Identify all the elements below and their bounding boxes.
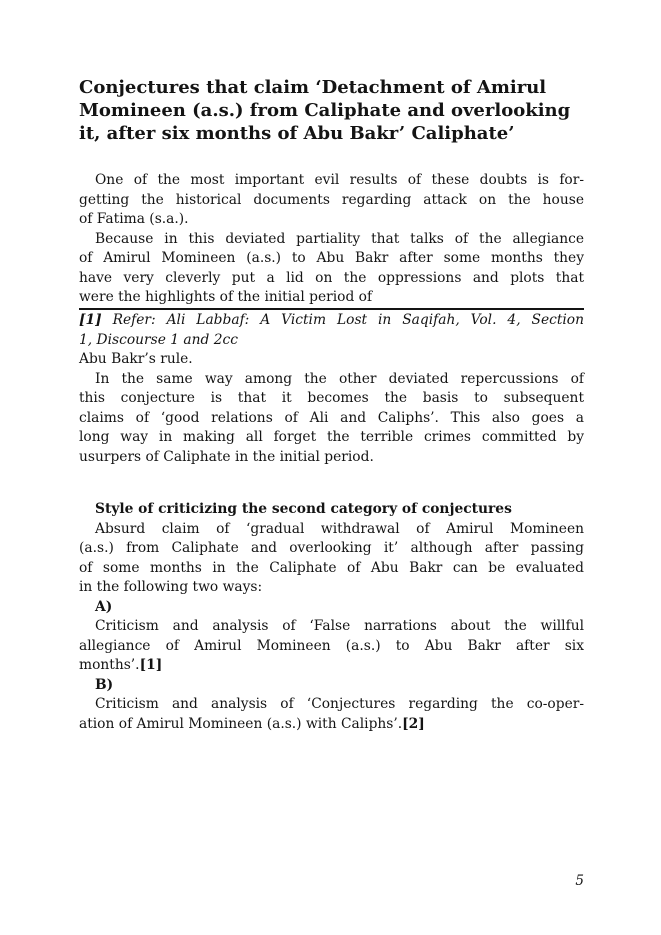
paragraph: Absurd claim of ‘gradual withdrawal of Amirul Momineen (a.s.) from Caliphate and overlooking it’ although after passing of some months in the Caliphate of Abu Bakr can be evaluated in the following two ways: <box>79 520 584 595</box>
list-item-b-text: Criticism and analysis of ‘Conjectures regarding the co-oper- ation of Amirul Momineen (a.s.) with Caliphs’.[2] <box>79 696 584 732</box>
paragraph: In the same way among the other deviated repercussions of this conjecture is that it becomes the basis to subsequent claims of ‘good relations of Ali and Caliphs’. This also goes a long way in making all forget the terrible crimes committed by usurpers of Caliphate in the initial period. <box>79 370 584 465</box>
paragraph: Because in this deviated partiality that talks of the allegiance of Amirul Momineen (a.s.) to Abu Bakr after some months they have very cleverly put a lid on the oppressions and plots that were the highlights of the initial period of <box>79 230 584 305</box>
text-column <box>79 0 584 734</box>
list-item-a-text: Criticism and analysis of ‘False narrations about the willful allegiance of Amirul Momineen (a.s.) to Abu Bakr after six months’.[1] <box>79 618 584 673</box>
page-title: Conjectures that claim ‘Detachment of Amirul Momineen (a.s.) from Caliphate and overlooking it, after six months of Abu Bakr’ Caliphate’ <box>79 77 571 144</box>
list-label-a: A) <box>95 598 113 615</box>
paragraph: One of the most important evil results of these doubts is for- getting the historical documents regarding attack on the house of Fatima (s.a.). <box>79 172 584 227</box>
list-label-b: B) <box>95 676 114 693</box>
paragraph-continuation: Abu Bakr’s rule. <box>79 351 193 367</box>
footnote-text: [1] Refer: Ali Labbaf: A Victim Lost in Saqifah, Vol. 4, Section 1, Discourse 1 and 2cc <box>79 312 584 348</box>
page-number: 5 <box>575 873 584 889</box>
footnote-separator <box>79 308 584 310</box>
section-subheading: Style of criticizing the second category of conjectures <box>95 501 512 517</box>
